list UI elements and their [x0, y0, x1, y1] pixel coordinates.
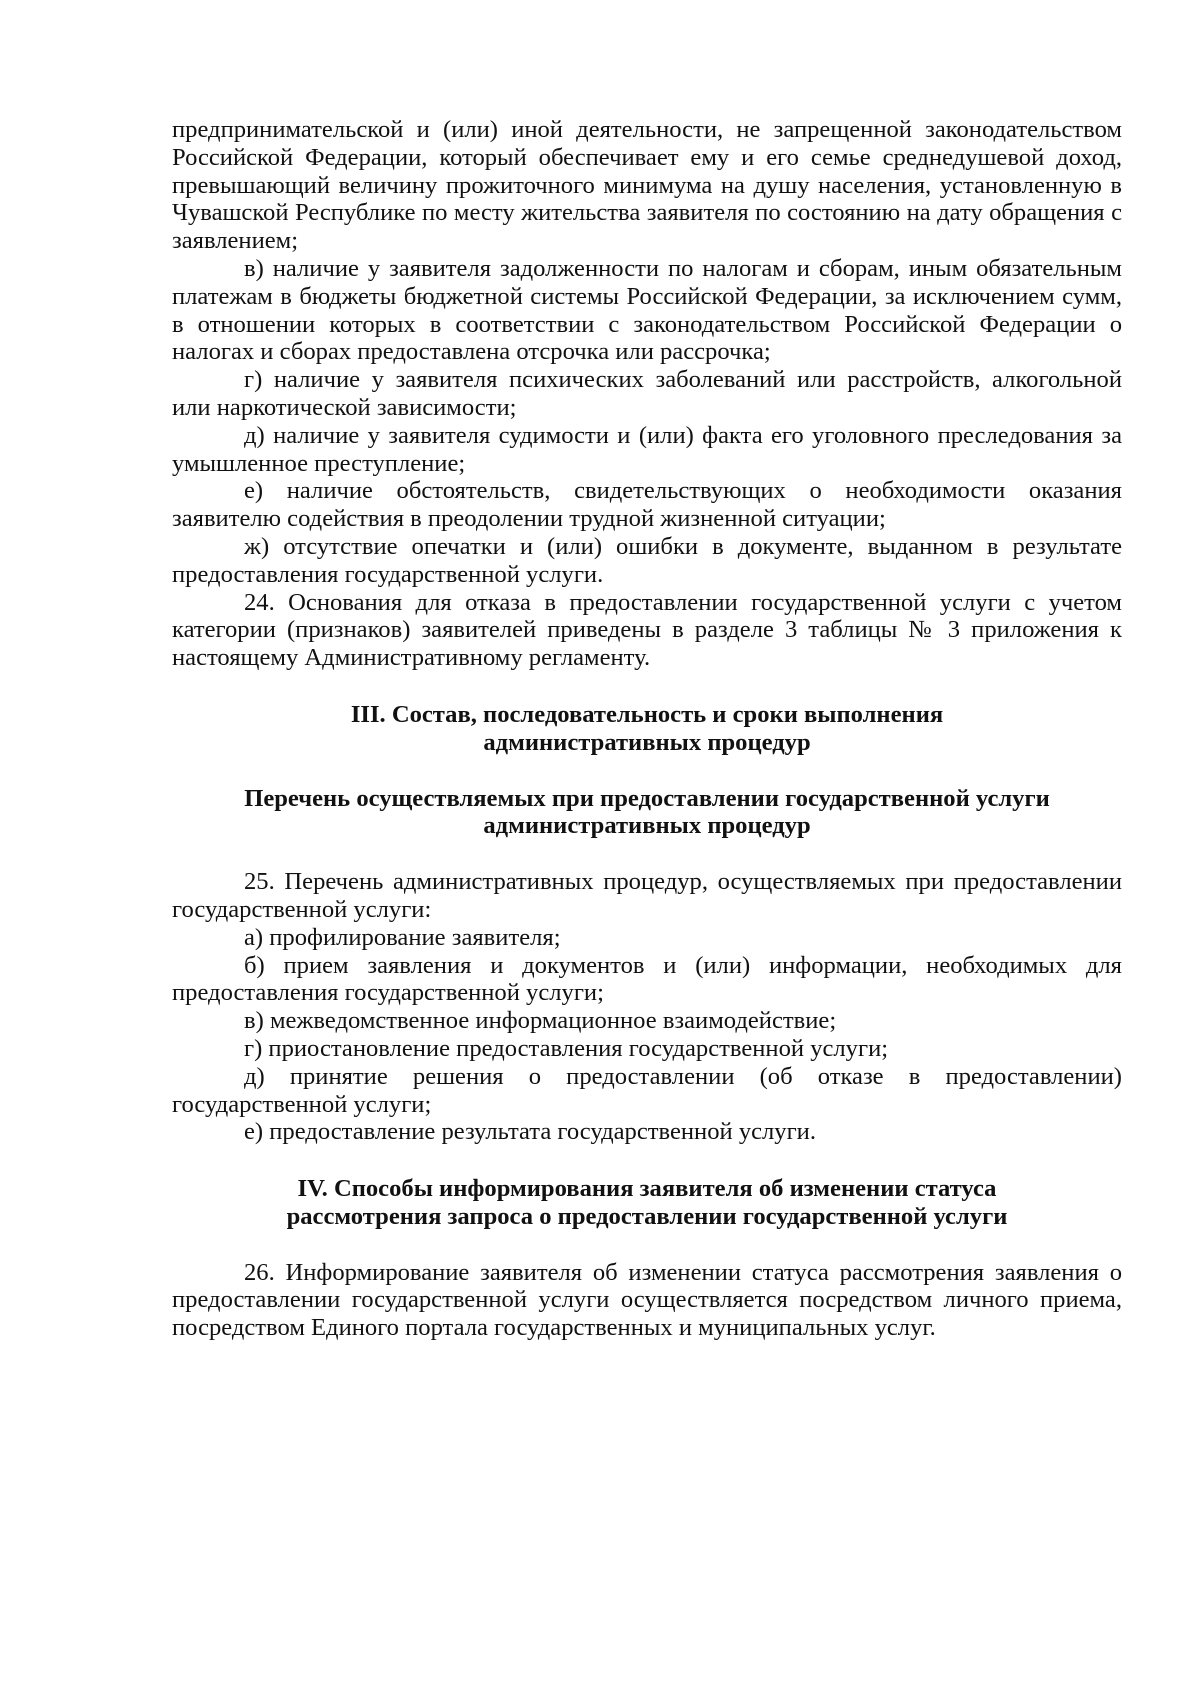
subsection-heading [172, 785, 1122, 841]
list-item-v: в) наличие у заявителя задолженности по налогам и сборам, иным обязательным платежам в бюджеты бюджетной системы Российской Федерации, за исключением сумм, в отношении которых в соответствии с законодательством Российской Федерации о налогах и сборах предоставлена отсрочка или рассрочка; [172, 254, 1122, 366]
paragraph-24: 24. Основания для отказа в предоставлении государственной услуги с учетом категории (признаков) заявителей приведены в разделе 3 таблицы № 3 приложения к настоящему Административному регламенту. [172, 588, 1122, 672]
procedure-item-v: в) межведомственное информационное взаимодействие; [244, 1007, 837, 1035]
procedure-item-g: г) приостановление предоставления государственной услуги; [244, 1034, 889, 1062]
procedure-item-b: б) прием заявления и документов и (или) информации, необходимых для предоставления государственной услуги; [172, 951, 1122, 1007]
procedure-item-e: е) предоставление результата государственной услуги. [244, 1118, 816, 1146]
section-3-heading-line-2: административных процедур [483, 728, 811, 756]
paragraph-continuation: предпринимательской и (или) иной деятельности, не запрещенной законодательством Российской Федерации, который обеспечивает ему и его семье среднедушевой доход, превышающий величину прожиточного минимума на душу населения, установленную в Чувашской Республике по месту жительства заявителя по состоянию на дату обращения с заявлением; [172, 116, 1122, 255]
section-4-heading-line-2: рассмотрения запроса о предоставлении государственной услуги [286, 1202, 1008, 1230]
section-3-heading-line-1: III. Состав, последовательность и сроки выполнения [350, 700, 944, 728]
section-4-heading-line-1: IV. Способы информирования заявителя об изменении статуса [297, 1175, 997, 1203]
subsection-heading-line-2: административных процедур [483, 812, 811, 840]
paragraph-26: 26. Информирование заявителя об изменении статуса рассмотрения заявления о предоставлении государственной услуги осуществляется посредством личного приема, посредством Единого портала государственных и муниципальных услуг. [172, 1258, 1122, 1342]
procedure-item-a: а) профилирование заявителя; [244, 923, 561, 951]
list-item-d: д) наличие у заявителя судимости и (или) факта его уголовного преследования за умышленное преступление; [172, 421, 1122, 477]
list-item-zh: ж) отсутствие опечатки и (или) ошибки в документе, выданном в результате предоставления государственной услуги. [172, 532, 1122, 588]
document-body [172, 116, 1122, 1342]
list-item-g: г) наличие у заявителя психических заболеваний или расстройств, алкогольной или наркотической зависимости; [172, 366, 1122, 421]
section-4-heading [172, 1175, 1122, 1231]
paragraph-25: 25. Перечень административных процедур, осуществляемых при предоставлении государственной услуги: [172, 868, 1122, 923]
section-3-heading [172, 701, 1122, 757]
subsection-heading-line-1: Перечень осуществляемых при предоставлении государственной услуги [244, 784, 1050, 812]
list-item-e: е) наличие обстоятельств, свидетельствующих о необходимости оказания заявителю содействия в преодолении трудной жизненной ситуации; [172, 477, 1122, 533]
procedure-item-d: д) принятие решения о предоставлении (об отказе в предоставлении) государственной услуги; [172, 1062, 1122, 1118]
